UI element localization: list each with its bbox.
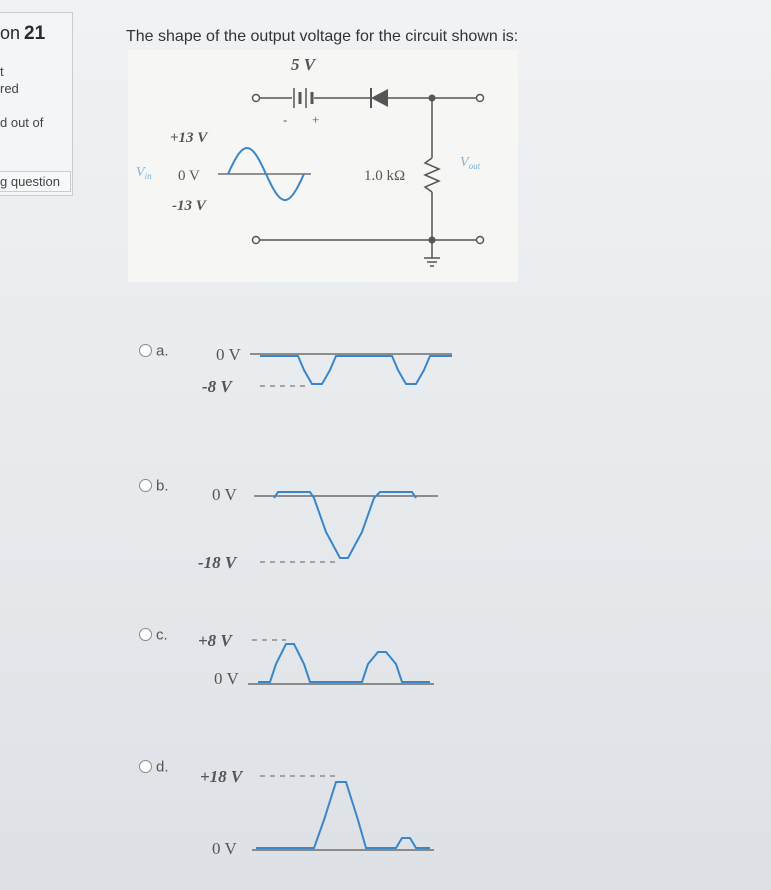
input-terminal-bottom bbox=[253, 237, 260, 244]
battery-minus: - bbox=[283, 112, 288, 127]
vout-label: $V_{out}$ bbox=[460, 155, 481, 171]
status-line-1: t bbox=[0, 64, 4, 79]
option-c-level-label: +8 V bbox=[198, 631, 232, 650]
question-number bbox=[0, 23, 45, 45]
diode-icon bbox=[371, 88, 388, 108]
option-d-radio[interactable] bbox=[139, 760, 152, 773]
circuit-svg bbox=[128, 50, 518, 282]
question-status bbox=[0, 63, 19, 97]
option-d-waveform bbox=[190, 760, 440, 860]
option-d-wave bbox=[256, 782, 430, 848]
option-a[interactable] bbox=[139, 342, 169, 360]
option-d-letter: d. bbox=[156, 758, 169, 776]
marks-text: d out of bbox=[0, 115, 44, 130]
input-bottom-label: -13 V bbox=[172, 198, 206, 214]
status-line-2: red bbox=[0, 81, 19, 96]
question-text: The shape of the output voltage for the circuit shown is: bbox=[126, 28, 519, 45]
resistor-icon bbox=[425, 158, 439, 192]
vin-label: $V_{in}$ bbox=[136, 165, 152, 181]
option-d[interactable] bbox=[139, 758, 169, 776]
option-b-wave bbox=[274, 492, 416, 558]
option-b-waveform bbox=[190, 476, 450, 576]
battery-plus: + bbox=[312, 112, 320, 127]
option-a-wave bbox=[260, 356, 452, 384]
option-c-wave bbox=[258, 644, 430, 682]
input-top-label: +13 V bbox=[170, 130, 208, 146]
input-zero-label: 0 V bbox=[178, 168, 200, 184]
option-c[interactable] bbox=[139, 626, 168, 644]
option-c-letter: c. bbox=[156, 626, 168, 644]
output-terminal-bottom bbox=[477, 237, 484, 244]
option-a-zero-label: 0 V bbox=[216, 345, 241, 364]
option-b-letter: b. bbox=[156, 477, 169, 495]
option-a-radio[interactable] bbox=[139, 344, 152, 357]
circuit-diagram bbox=[128, 50, 518, 282]
option-d-zero-label: 0 V bbox=[212, 839, 237, 858]
output-terminal-top bbox=[477, 95, 484, 102]
option-c-waveform bbox=[190, 620, 440, 692]
option-a-letter: a. bbox=[156, 342, 169, 360]
flag-question-button[interactable]: g question bbox=[0, 171, 71, 192]
question-number-value: 21 bbox=[24, 23, 46, 44]
option-b[interactable] bbox=[139, 477, 169, 495]
option-a-waveform bbox=[190, 336, 460, 406]
option-d-level-label: +18 V bbox=[200, 767, 243, 786]
battery-icon bbox=[294, 88, 312, 108]
option-a-level-label: -8 V bbox=[202, 377, 232, 396]
option-b-radio[interactable] bbox=[139, 479, 152, 492]
input-terminal-top bbox=[253, 95, 260, 102]
option-b-zero-label: 0 V bbox=[212, 485, 237, 504]
resistor-label: 1.0 kΩ bbox=[364, 168, 406, 184]
option-c-radio[interactable] bbox=[139, 628, 152, 641]
ground-icon bbox=[424, 240, 440, 266]
option-c-zero-label: 0 V bbox=[214, 669, 239, 688]
question-info-panel bbox=[0, 12, 73, 196]
battery-label: 5 V bbox=[291, 55, 316, 74]
question-prefix: on bbox=[0, 23, 21, 43]
option-b-level-label: -18 V bbox=[198, 553, 237, 572]
